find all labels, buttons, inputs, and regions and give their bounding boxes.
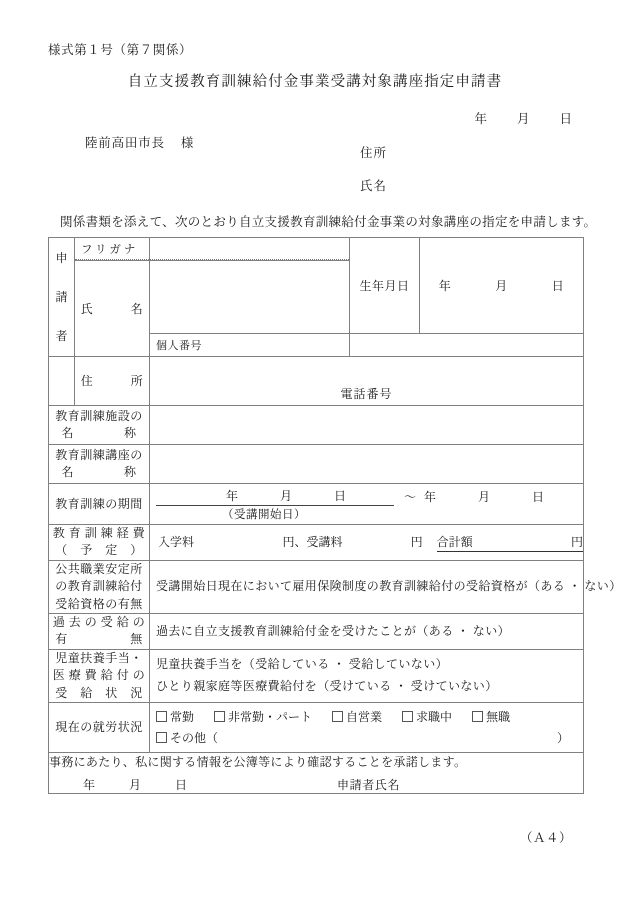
birth-year-label: 年 bbox=[438, 279, 452, 293]
employment-options bbox=[150, 703, 583, 752]
checkbox-option-jieigyou[interactable] bbox=[332, 707, 382, 728]
form-number: 様式第１号（第７関係） bbox=[48, 43, 193, 57]
checkbox-option-mushoku[interactable] bbox=[472, 707, 510, 728]
name-input-cell[interactable] bbox=[150, 261, 350, 334]
course-name-label-line1: 教育訓練講座の bbox=[55, 447, 143, 462]
birth-date-fields bbox=[420, 277, 583, 294]
checkbox-option-joukin[interactable] bbox=[156, 707, 194, 728]
consent-cell bbox=[49, 752, 584, 793]
furigana-label-cell bbox=[75, 238, 150, 261]
applicant-vertical-label-cont bbox=[49, 357, 75, 406]
birth-month-label: 月 bbox=[495, 279, 508, 293]
checkbox-icon[interactable] bbox=[214, 711, 225, 722]
course-fee-yen: 円 bbox=[410, 534, 423, 549]
period-top-line bbox=[156, 487, 583, 506]
table-row-expense bbox=[49, 525, 584, 561]
period-start-day: 日 bbox=[334, 489, 347, 503]
furigana-label: フリガナ bbox=[75, 238, 149, 260]
checkbox-option-other[interactable] bbox=[156, 728, 218, 749]
hellowork-label bbox=[49, 560, 150, 613]
submission-date-line bbox=[474, 109, 572, 127]
expense-cell[interactable] bbox=[150, 525, 584, 561]
employment-label: 現在の就労状況 bbox=[49, 702, 150, 752]
date-day-label: 日 bbox=[559, 112, 572, 126]
allowance-text-1: 児童扶養手当を（受給している ・ 受給していない） bbox=[156, 656, 449, 671]
period-label: 教育訓練の期間 bbox=[49, 484, 150, 525]
employment-options-line1 bbox=[156, 707, 577, 728]
address-input-cell[interactable] bbox=[150, 357, 584, 406]
consent-text: 事務にあたり、私に関する情報を公簿等により確認することを承諾します。 bbox=[49, 754, 467, 769]
table-row-address bbox=[49, 357, 584, 406]
consent-month: 月 bbox=[129, 777, 142, 792]
checkbox-label: 求職中 bbox=[416, 709, 453, 724]
total-yen: 円 bbox=[570, 534, 583, 549]
table-row-facility-name bbox=[49, 406, 584, 445]
kojin-bango-blank[interactable] bbox=[350, 334, 584, 357]
table-row-hellowork bbox=[49, 560, 584, 613]
consent-day: 日 bbox=[175, 777, 188, 792]
lead-paragraph: 関係書類を添えて、次のとおり自立支援教育訓練給付金事業の対象講座の指定を申請します。 bbox=[60, 215, 597, 229]
checkbox-label: 無職 bbox=[486, 709, 511, 724]
checkbox-icon[interactable] bbox=[156, 711, 167, 722]
employment-other-close: ） bbox=[556, 730, 569, 745]
employment-options-line2 bbox=[156, 728, 577, 749]
facility-name-label-line1: 教育訓練施設の bbox=[55, 408, 143, 423]
table-row-furigana bbox=[49, 238, 584, 261]
course-name-label-line2: 名 称 bbox=[61, 465, 137, 479]
period-start-underline[interactable] bbox=[156, 487, 394, 506]
expense-fields bbox=[150, 533, 583, 552]
table-row-allowance bbox=[49, 649, 584, 702]
allowance-cell[interactable] bbox=[150, 649, 584, 702]
birth-date-cell[interactable] bbox=[420, 238, 584, 334]
consent-signature-line bbox=[49, 776, 583, 793]
period-note: （受講開始日） bbox=[222, 509, 306, 521]
checkbox-icon[interactable] bbox=[156, 732, 167, 743]
applicant-char-2: 請 bbox=[55, 289, 68, 304]
past-receipt-cell[interactable] bbox=[150, 613, 584, 649]
furigana-input-cell[interactable] bbox=[150, 238, 350, 261]
addressee bbox=[85, 133, 194, 151]
period-tilde: ～ bbox=[404, 490, 417, 504]
furigana-input[interactable] bbox=[150, 238, 349, 260]
allowance-label-line2: 医 療 費 給 付 の bbox=[52, 668, 146, 683]
table-row-past-receipt bbox=[49, 613, 584, 649]
past-receipt-text: 過去に自立支援教育訓練給付金を受けたことが（ある ・ ない） bbox=[156, 623, 511, 638]
allowance-text-2: ひとり親家庭等医療費給付を（受けている ・ 受けていない） bbox=[156, 679, 498, 694]
period-fields bbox=[150, 484, 583, 524]
checkbox-icon[interactable] bbox=[332, 711, 343, 722]
consent-name-label: 申請者氏名 bbox=[337, 777, 401, 792]
period-start-year: 年 bbox=[226, 489, 239, 503]
kojin-bango-label: 個人番号 bbox=[156, 340, 202, 352]
period-end-fields[interactable] bbox=[424, 488, 544, 506]
table-row-course-name bbox=[49, 445, 584, 484]
consent-year: 年 bbox=[83, 777, 96, 792]
entrance-fee-label: 入学料 bbox=[158, 534, 195, 549]
checkbox-icon[interactable] bbox=[402, 711, 413, 722]
paper-size-note: （Ａ４） bbox=[519, 831, 572, 845]
date-month-label: 月 bbox=[516, 112, 530, 126]
checkbox-label: 自営業 bbox=[346, 709, 383, 724]
hellowork-label-line1: 公共職業安定所 bbox=[55, 561, 143, 576]
total-label: 合計額 bbox=[436, 534, 473, 549]
allowance-label-line1: 児童扶養手当・ bbox=[55, 650, 143, 665]
facility-name-label-line2: 名 称 bbox=[61, 426, 137, 440]
checkbox-label: その他（ bbox=[170, 730, 219, 745]
hellowork-label-line2: の教育訓練給付 bbox=[55, 579, 143, 594]
total-amount-field[interactable] bbox=[437, 533, 583, 552]
table-row-employment bbox=[49, 702, 584, 752]
consent-date[interactable] bbox=[49, 776, 187, 793]
checkbox-label: 非常勤・パート bbox=[228, 709, 313, 724]
table-row-consent bbox=[49, 752, 584, 793]
addressee-honorific: 様 bbox=[180, 136, 195, 150]
name-label: 氏 名 bbox=[75, 261, 150, 357]
applicant-address-label: 住所 bbox=[360, 146, 388, 160]
period-end-day: 日 bbox=[532, 490, 545, 504]
tel-label: 電話番号 bbox=[340, 387, 393, 401]
addressee-name: 陸前高田市長 bbox=[85, 136, 165, 150]
allowance-label bbox=[49, 649, 150, 702]
past-receipt-label-line1: 過 去 の 受 給 の bbox=[52, 614, 146, 629]
checkbox-label: 常勤 bbox=[170, 709, 195, 724]
checkbox-icon[interactable] bbox=[472, 711, 483, 722]
entrance-fee-yen: 円、受講料 bbox=[282, 534, 343, 549]
kojin-bango-cell[interactable] bbox=[150, 334, 350, 357]
period-end-year: 年 bbox=[424, 490, 437, 504]
birth-date-label: 生年月日 bbox=[350, 238, 420, 334]
address-label: 住 所 bbox=[75, 357, 150, 406]
applicant-vertical-label bbox=[49, 238, 75, 357]
birth-day-label: 日 bbox=[551, 279, 565, 293]
table-row-period bbox=[49, 484, 584, 525]
period-start-month: 月 bbox=[280, 489, 293, 503]
expense-label bbox=[49, 525, 150, 561]
page-title: 自立支援教育訓練給付金事業受講対象講座指定申請書 bbox=[127, 74, 503, 90]
facility-name-label bbox=[49, 406, 150, 445]
past-receipt-label-line2: 有 無 bbox=[55, 632, 143, 647]
date-year-label: 年 bbox=[474, 112, 487, 126]
past-receipt-label bbox=[49, 613, 150, 649]
applicant-char-3: 者 bbox=[55, 329, 68, 344]
facility-name-input[interactable] bbox=[150, 406, 584, 445]
checkbox-option-kyuushokuchuu[interactable] bbox=[402, 707, 452, 728]
expense-label-line1: 教 育 訓 練 経 費 bbox=[52, 526, 146, 540]
period-end-month: 月 bbox=[478, 490, 491, 504]
application-table bbox=[48, 237, 622, 794]
employment-cell[interactable] bbox=[150, 702, 584, 752]
applicant-name-label: 氏名 bbox=[360, 179, 388, 193]
allowance-label-line3: 受 給 状 況 bbox=[55, 685, 143, 700]
checkbox-option-hijoukin[interactable] bbox=[214, 707, 312, 728]
hellowork-label-line3: 受給資格の有無 bbox=[55, 596, 143, 611]
hellowork-cell[interactable] bbox=[150, 560, 622, 613]
course-name-label bbox=[49, 445, 150, 484]
expense-label-line2: （ 予 定 ） bbox=[55, 543, 143, 558]
hellowork-text: 受講開始日現在において雇用保険制度の教育訓練給付の受給資格が（ある ・ ない） bbox=[156, 579, 622, 594]
applicant-char-1: 申 bbox=[55, 250, 68, 265]
period-cell[interactable] bbox=[150, 484, 584, 525]
course-name-input[interactable] bbox=[150, 445, 584, 484]
